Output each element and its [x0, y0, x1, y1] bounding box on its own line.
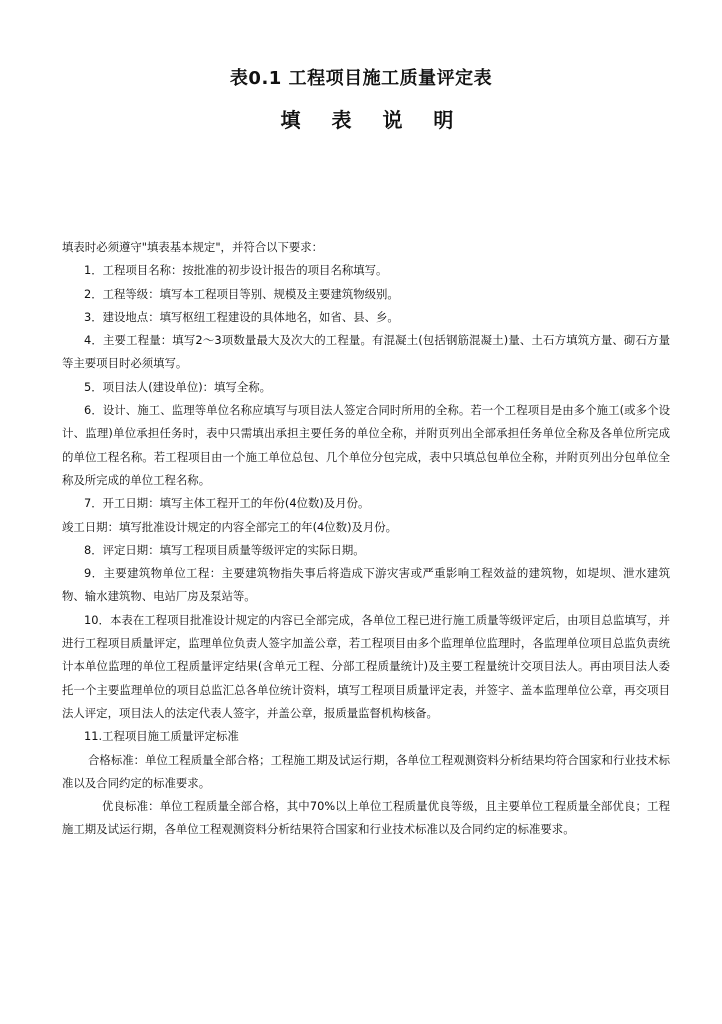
qualified-standard: 合格标准：单位工程质量全部合格；工程施工期及试运行期，各单位工程观测资料分析结果均符合国家和行业技术标准以及合同约定的标准要求。 [62, 752, 670, 790]
instructions-body [62, 236, 670, 842]
item-9-main-buildings: 9．主要建筑物单位工程：主要建筑物指失事后将造成下游灾害或严重影响工程效益的建筑物，如堤坝、泄水建筑物、输水建筑物、电站厂房及泵站等。 [62, 566, 670, 604]
page-subtitle: 填 表 说 明 [280, 108, 466, 132]
page-title: 表0.1 工程项目施工质量评定表 [229, 68, 493, 89]
item-4-main-quantities: 4．主要工程量：填写2～3项数量最大及次大的工程量。有混凝土(包括钢筋混凝土)量、土石方填筑方量、砌石方量等主要项目时必须填写。 [62, 333, 670, 371]
item-11-quality-standard: 11.工程项目施工质量评定标准 [84, 729, 239, 744]
item-6-unit-names: 6．设计、施工、监理等单位名称应填写与项目法人签定合同时所用的全称。若一个工程项目是由多个施工(或多个设计、监理)单位承担任务时，表中只需填出承担主要任务的单位全称，并附页列出全部承担任务单位全称及各单位所完成的单位工程名称。若工程项目由一个施工单位总包、几个单位分包完成，表中只填总包单位全称，并附页列出分包单位全称及所完成的单位工程名称。 [62, 403, 670, 487]
completion-date-note: 竣工日期：填写批准设计规定的内容全部完工的年(4位数)及月份。 [62, 519, 398, 534]
item-3-location: 3．建设地点：填写枢纽工程建设的具体地名，如省、县、乡。 [84, 309, 399, 324]
item-7-start-date: 7．开工日期：填写主体工程开工的年份(4位数)及月份。 [84, 496, 370, 511]
item-2-project-grade: 2．工程等级：填写本工程项目等别、规模及主要建筑物级别。 [84, 286, 399, 301]
item-1-project-name: 1．工程项目名称：按批准的初步设计报告的项目名称填写。 [84, 263, 388, 278]
item-10-fill-procedure: 10．本表在工程项目批准设计规定的内容已全部完成，各单位工程已进行施工质量等级评定后，由项目总监填写，并进行工程项目质量评定，监理单位负责人签字加盖公章，若工程项目由多个监理单位监理时，各监理单位项目总监负责统计本单位监理的单位工程质量评定结果(含单元工程、分部工程质量统计)及主要工程量统计交项目法人。再由项目法人委托一个主要监理单位的项目总监汇总各单位统计资料，填写工程项目质量评定表，并签字、盖本监理单位公章，再交项目法人评定，项目法人的法定代表人签字，并盖公章，报质量监督机构核备。 [62, 612, 670, 720]
item-8-evaluation-date: 8．评定日期：填写工程项目质量等级评定的实际日期。 [84, 542, 365, 557]
excellent-standard: 优良标准：单位工程质量全部合格，其中70%以上单位工程质量优良等级，且主要单位工程质量全部优良；工程施工期及试运行期，各单位工程观测资料分析结果符合国家和行业技术标准以及合同约定的标准要求。 [62, 799, 670, 837]
intro-paragraph: 填表时必须遵守"填表基本规定"，并符合以下要求： [62, 240, 324, 254]
item-5-project-owner: 5．项目法人(建设单位)：填写全称。 [84, 379, 271, 394]
